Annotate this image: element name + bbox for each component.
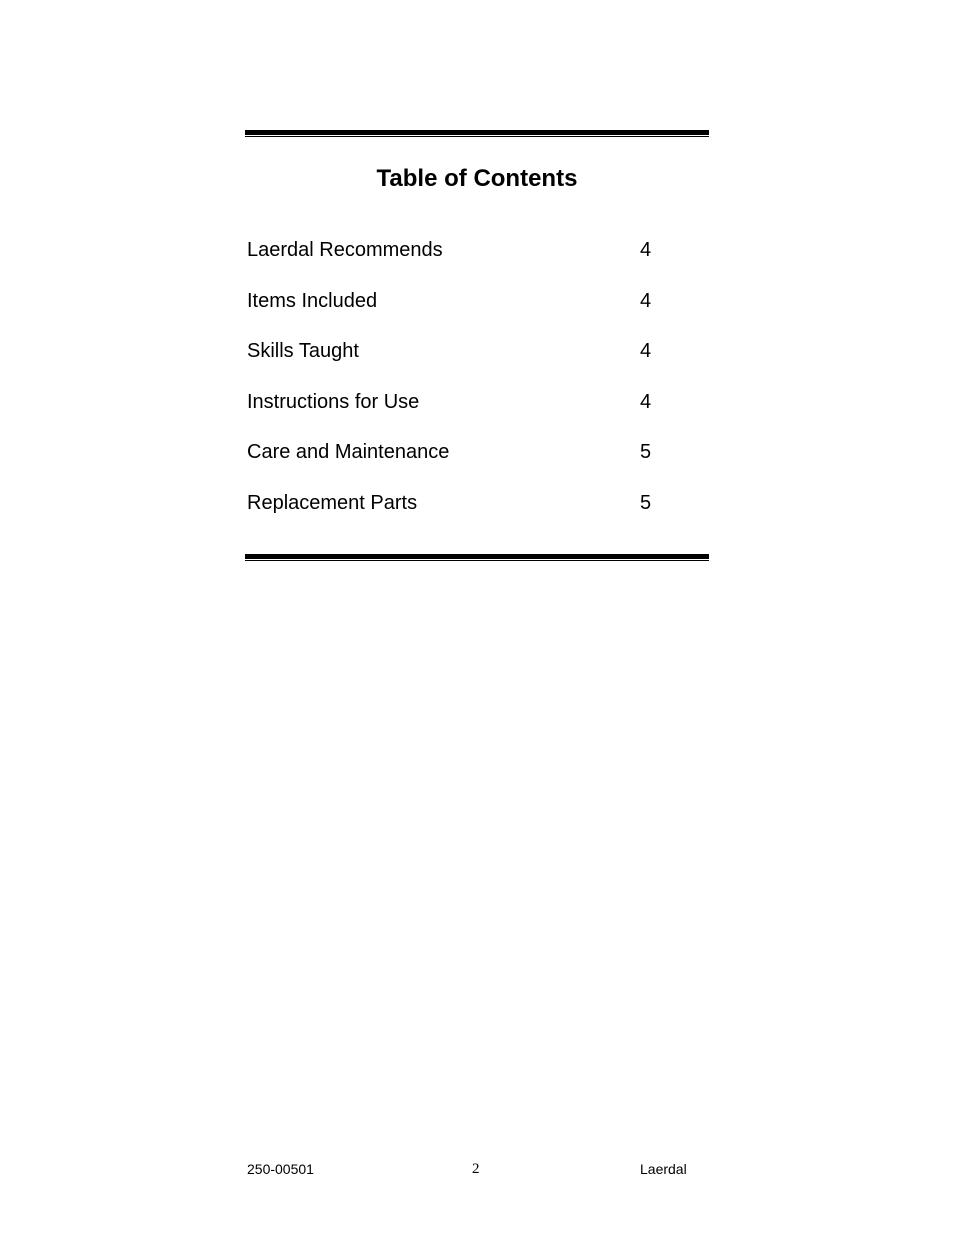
top-divider: [245, 130, 709, 137]
toc-entry-label: Instructions for Use: [247, 390, 420, 413]
footer-doc-number: 250-00501: [247, 1161, 314, 1177]
toc-entry-label: Care and Maintenance: [247, 441, 450, 464]
toc-entry-page: 4: [640, 340, 652, 363]
toc-entry-instructions-for-use[interactable]: [247, 387, 667, 438]
table-of-contents: [247, 235, 667, 539]
toc-entry-label: Replacement Parts: [247, 491, 418, 514]
toc-entry-items-included[interactable]: [247, 286, 667, 337]
toc-entry-page: 4: [640, 390, 652, 413]
toc-entry-label: Items Included: [247, 289, 378, 312]
toc-entry-page: 5: [640, 441, 652, 464]
toc-entry-care-and-maintenance[interactable]: [247, 437, 667, 488]
footer-page-number: 2: [472, 1161, 480, 1177]
bottom-divider: [245, 554, 709, 561]
footer-brand: Laerdal: [640, 1161, 687, 1177]
toc-entry-page: 4: [640, 239, 652, 261]
toc-entry-laerdal-recommends[interactable]: [247, 235, 667, 286]
toc-entry-label: Laerdal Recommends: [247, 239, 443, 261]
toc-entry-replacement-parts[interactable]: [247, 488, 667, 539]
toc-entry-page: 4: [640, 289, 652, 312]
toc-entry-page: 5: [640, 491, 652, 514]
page-title: Table of Contents: [376, 165, 578, 192]
toc-entry-skills-taught[interactable]: [247, 336, 667, 387]
toc-entry-label: Skills Taught: [247, 340, 359, 363]
